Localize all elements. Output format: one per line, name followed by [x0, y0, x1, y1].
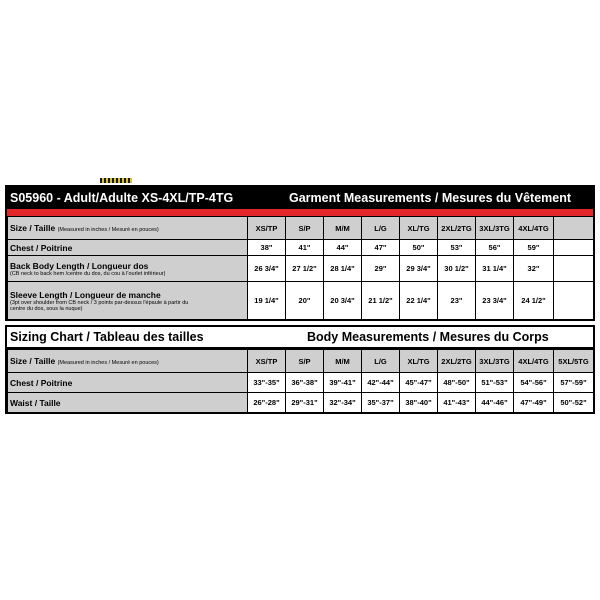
value-cell: 33"-35"	[248, 373, 286, 393]
size-header: 3XL/3TG	[476, 217, 514, 240]
value-cell: 38"-40"	[400, 393, 438, 413]
size-header: 4XL/4TG	[514, 217, 554, 240]
value-cell: 44"-46"	[476, 393, 514, 413]
value-cell: 39"-41"	[324, 373, 362, 393]
brand-logo-mark	[100, 178, 132, 183]
value-cell	[554, 240, 594, 256]
row-label	[8, 256, 248, 282]
measure-note: (Measured in inches / Mesuré en pouces)	[57, 360, 159, 366]
value-cell: 32"-34"	[324, 393, 362, 413]
value-cell: 28 1/4"	[324, 256, 362, 282]
value-cell	[554, 256, 594, 282]
value-cell: 48"-50"	[438, 373, 476, 393]
table-row	[8, 240, 594, 256]
row-label-text: Sleeve Length / Longueur de manche	[10, 289, 161, 300]
row-label: Chest / Poitrine	[8, 373, 248, 393]
value-cell: 54"-56"	[514, 373, 554, 393]
value-cell: 29"	[362, 256, 400, 282]
row-label: Waist / Taille	[8, 393, 248, 413]
value-cell: 36"-38"	[286, 373, 324, 393]
value-cell: 41"-43"	[438, 393, 476, 413]
table-row	[8, 373, 594, 393]
row-label	[8, 282, 248, 320]
value-cell: 27 1/2"	[286, 256, 324, 282]
value-cell: 50"	[400, 240, 438, 256]
value-cell: 32"	[514, 256, 554, 282]
value-cell: 24 1/2"	[514, 282, 554, 320]
size-header: 4XL/4TG	[514, 350, 554, 373]
table-header-row	[8, 350, 594, 373]
sizing-chart-title: Sizing Chart / Tableau des tailles	[10, 330, 204, 344]
size-header: S/P	[286, 217, 324, 240]
value-cell: 47"-49"	[514, 393, 554, 413]
value-cell: 26"-28"	[248, 393, 286, 413]
value-cell: 47"	[362, 240, 400, 256]
value-cell: 31 1/4"	[476, 256, 514, 282]
value-cell: 29"-31"	[286, 393, 324, 413]
value-cell: 50"-52"	[554, 393, 594, 413]
garment-panel-header	[7, 187, 593, 209]
body-measurements-table	[7, 349, 594, 413]
row-label-text: Back Body Length / Longueur dos	[10, 260, 149, 271]
size-header: M/M	[324, 217, 362, 240]
value-cell: 45"-47"	[400, 373, 438, 393]
value-cell: 21 1/2"	[362, 282, 400, 320]
value-cell: 26 3/4"	[248, 256, 286, 282]
garment-measurements-title: Garment Measurements / Mesures du Vêtement	[289, 191, 572, 205]
size-header: S/P	[286, 350, 324, 373]
garment-measurements-panel	[5, 185, 595, 321]
value-cell: 19 1/4"	[248, 282, 286, 320]
size-header: L/G	[362, 217, 400, 240]
table-row	[8, 282, 594, 320]
row-label-text: Chest / Poitrine	[10, 242, 73, 253]
size-header	[554, 217, 594, 240]
body-panel-header	[7, 327, 593, 349]
value-cell	[554, 282, 594, 320]
size-header: XL/TG	[400, 217, 438, 240]
value-cell: 23"	[438, 282, 476, 320]
table-row	[8, 256, 594, 282]
size-header: 5XL/5TG	[554, 350, 594, 373]
size-header: XL/TG	[400, 350, 438, 373]
measure-note: (Measured in inches / Mesuré en pouces)	[57, 227, 159, 233]
red-accent-bar	[7, 209, 593, 216]
table-row	[8, 393, 594, 413]
size-header: 2XL/2TG	[438, 217, 476, 240]
table-header-row	[8, 217, 594, 240]
value-cell: 20"	[286, 282, 324, 320]
value-cell: 56"	[476, 240, 514, 256]
size-header: M/M	[324, 350, 362, 373]
value-cell: 41"	[286, 240, 324, 256]
value-cell: 53"	[438, 240, 476, 256]
value-cell: 42"-44"	[362, 373, 400, 393]
size-label: Size / Taille	[10, 223, 56, 233]
value-cell: 51"-53"	[476, 373, 514, 393]
value-cell: 29 3/4"	[400, 256, 438, 282]
size-label: Size / Taille	[10, 356, 56, 366]
row-label-detail: centre du dos, sous la nuque)	[10, 305, 83, 312]
garment-measurements-table	[7, 216, 594, 320]
row-label-detail: (CB neck to back hem /centre du dos, du cou à l'ourlet inférieur)	[10, 270, 166, 277]
size-header: XS/TP	[248, 350, 286, 373]
value-cell: 35"-37"	[362, 393, 400, 413]
row-label	[8, 240, 248, 256]
row-label-detail: (3pt over shoulder from CB neck / 3 points par-dessus l'épaule à partir du	[10, 299, 189, 306]
size-header: 3XL/3TG	[476, 350, 514, 373]
product-title: S05960 - Adult/Adulte XS-4XL/TP-4TG	[10, 191, 234, 205]
body-measurements-title: Body Measurements / Mesures du Corps	[307, 330, 549, 344]
size-label-cell	[8, 350, 248, 373]
size-header: XS/TP	[248, 217, 286, 240]
value-cell: 22 1/4"	[400, 282, 438, 320]
value-cell: 59"	[514, 240, 554, 256]
value-cell: 20 3/4"	[324, 282, 362, 320]
body-measurements-panel	[5, 325, 595, 414]
value-cell: 44"	[324, 240, 362, 256]
value-cell: 30 1/2"	[438, 256, 476, 282]
value-cell: 38"	[248, 240, 286, 256]
size-label-cell	[8, 217, 248, 240]
value-cell: 57"-59"	[554, 373, 594, 393]
value-cell: 23 3/4"	[476, 282, 514, 320]
size-header: L/G	[362, 350, 400, 373]
size-header: 2XL/2TG	[438, 350, 476, 373]
